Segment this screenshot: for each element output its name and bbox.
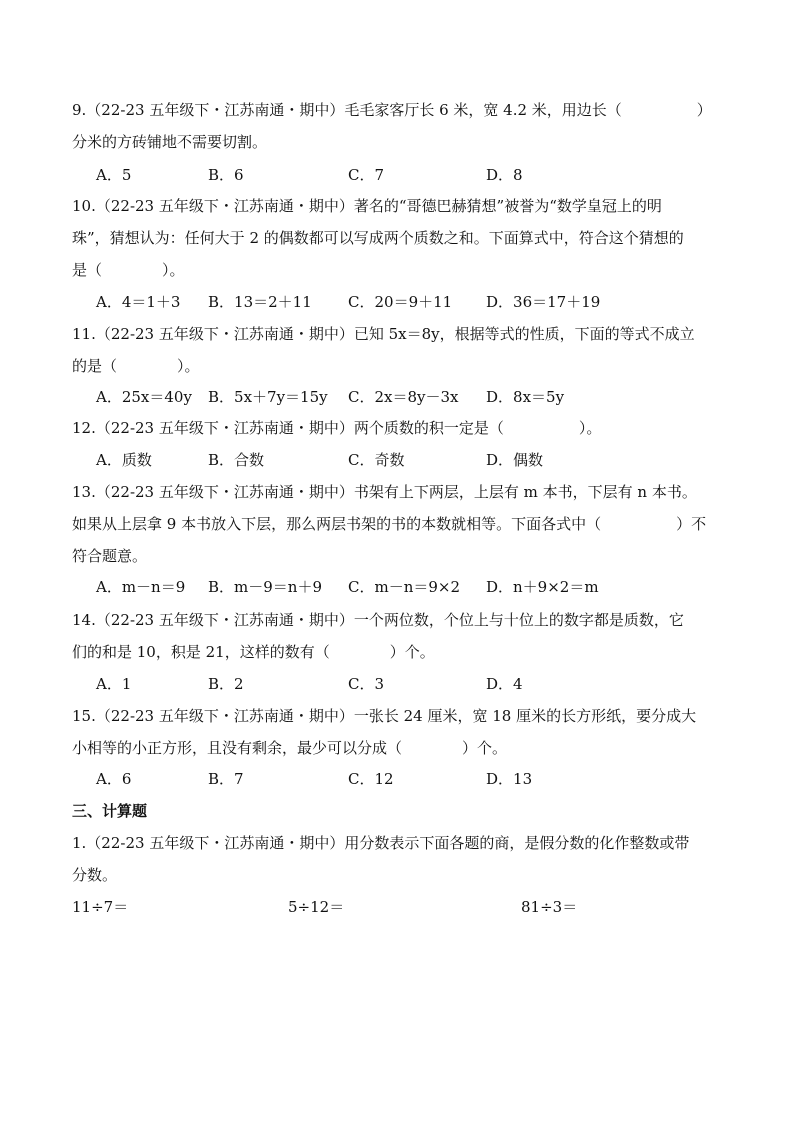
- q15-option-c: C．12: [348, 770, 394, 788]
- calc-q1-line-1: 1.（22-23 五年级下・江苏南通・期中）用分数表示下面各题的商，是假分数的化作整数或带: [72, 834, 690, 852]
- q13-line-3: 符合题意。: [72, 547, 148, 565]
- q13-option-c: C．m－n＝9×2: [348, 578, 461, 596]
- calc-expression-1: 11÷7＝: [72, 898, 129, 916]
- calc-expressions: [72, 897, 672, 917]
- q10-line-2: 珠”，猜想认为：任何大于 2 的偶数都可以写成两个质数之和。下面算式中，符合这个猜想的: [72, 229, 684, 247]
- q10-option-a: A．4＝1＋3: [96, 293, 181, 311]
- q13-line-2: 如果从上层拿 9 本书放入下层，那么两层书架的书的本数就相等。下面各式中（ ）不: [72, 515, 707, 533]
- q11-line-1: 11.（22-23 五年级下・江苏南通・期中）已知 5x＝8y，根据等式的性质，下面的等式不成立: [72, 325, 695, 343]
- q13-option-a: A．m－n＝9: [96, 578, 186, 596]
- q9-line-1: 9.（22-23 五年级下・江苏南通・期中）毛毛家客厅长 6 米，宽 4.2 米，用边长（ ）: [72, 101, 712, 119]
- q13-line-1: 13.（22-23 五年级下・江苏南通・期中）书架有上下两层，上层有 m 本书，下层有 n 本书。: [72, 483, 697, 501]
- q12-option-c: C．奇数: [348, 451, 405, 469]
- q10-option-b: B．13＝2＋11: [208, 293, 312, 311]
- q9-option-d: D．8: [486, 166, 523, 184]
- q9-line-2: 分米的方砖铺地不需要切割。: [72, 133, 268, 151]
- q11-option-b: B．5x＋7y＝15y: [208, 388, 328, 406]
- q10-line-1: 10.（22-23 五年级下・江苏南通・期中）著名的“哥德巴赫猜想”被誉为“数学皇冠上的明: [72, 197, 662, 215]
- q14-option-d: D．4: [486, 675, 523, 693]
- q10-option-d: D．36＝17＋19: [486, 293, 601, 311]
- calc-q1-line-2: 分数。: [72, 866, 118, 884]
- q13-option-d: D．n＋9×2＝m: [486, 578, 599, 596]
- q9-option-c: C．7: [348, 166, 385, 184]
- calc-expression-2: 5÷12＝: [288, 898, 345, 916]
- calc-expression-3: 81÷3＝: [521, 898, 578, 916]
- q14-line-1: 14.（22-23 五年级下・江苏南通・期中）一个两位数，个位上与十位上的数字都是质数，它: [72, 611, 684, 629]
- q9-option-b: B．6: [208, 166, 244, 184]
- q10-line-3: 是（ ）。: [72, 261, 185, 279]
- q13-option-b: B．m－9＝n＋9: [208, 578, 322, 596]
- q11-option-c: C．2x＝8y－3x: [348, 388, 459, 406]
- q12-option-a: A．质数: [96, 451, 152, 469]
- q9-option-a: A．5: [96, 166, 132, 184]
- q15-option-b: B．7: [208, 770, 244, 788]
- q14-option-b: B．2: [208, 675, 244, 693]
- q14-option-a: A．1: [96, 675, 132, 693]
- section-heading: 三、计算题: [72, 802, 148, 820]
- q10-option-c: C．20＝9＋11: [348, 293, 453, 311]
- q11-option-d: D．8x＝5y: [486, 388, 565, 406]
- q15-option-d: D．13: [486, 770, 533, 788]
- q14-option-c: C．3: [348, 675, 385, 693]
- q15-line-2: 小相等的小正方形，且没有剩余，最少可以分成（ ）个。: [72, 739, 508, 757]
- q12-option-b: B．合数: [208, 451, 265, 469]
- q11-line-2: 的是（ ）。: [72, 357, 200, 375]
- q14-line-2: 们的和是 10，积是 21，这样的数有（ ）个。: [72, 643, 435, 661]
- q15-option-a: A．6: [96, 770, 132, 788]
- q15-line-1: 15.（22-23 五年级下・江苏南通・期中）一张长 24 厘米，宽 18 厘米的长方形纸，要分成大: [72, 707, 697, 725]
- q12-option-d: D．偶数: [486, 451, 544, 469]
- q11-option-a: A．25x＝40y: [96, 388, 192, 406]
- q12-line-1: 12.（22-23 五年级下・江苏南通・期中）两个质数的积一定是（ ）。: [72, 419, 602, 437]
